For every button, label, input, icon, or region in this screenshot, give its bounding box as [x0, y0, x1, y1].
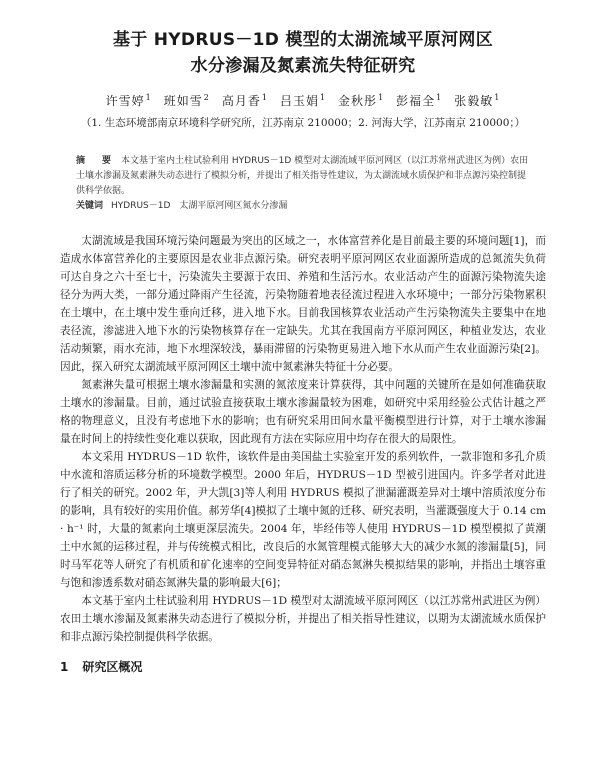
author-affiliation-mark: 1 [436, 93, 443, 102]
author-name: 许雪婷 [105, 94, 145, 108]
author-affiliation-mark: 1 [319, 93, 327, 102]
author-name: 彭福全 [396, 94, 436, 108]
section-heading [60, 658, 546, 675]
author-name: 张毅敏 [454, 94, 494, 108]
abstract-label: 摘 要 [76, 156, 116, 166]
author-list [60, 92, 546, 109]
keywords-line [76, 199, 532, 214]
body-paragraph: 本文基于室内土柱试验利用 HYDRUS－1D 模型对太湖流域平原河网区（以江苏常州武进区为例）农田土壤水渗漏及氮素淋失动态进行了模拟分析，并提出了相关指导性建议，以期为太湖流域水质保护和非点源污染控制提供科学依据。 [60, 595, 546, 643]
body-text [60, 232, 546, 646]
author [106, 92, 152, 109]
paper-title-line-1: 基于 HYDRUS－1D 模型的太湖流域平原河网区 [112, 30, 494, 50]
author-name: 高月香 [221, 94, 261, 108]
body-paragraph: 氮素淋失量可根据土壤水渗漏量和实测的氮浓度来计算获得，其中问题的关键所在是如何准确获取土壤水的渗漏量。目前，通过试验直接获取土壤水渗漏量较为困难，如研究中采用经验公式估计越之严格的物理意义，且没有考虑地下水的影响；也有研究采用田间水量平衡模型进行计算，对于土壤水渗漏量在时间上的持续性变化难以获取，因此现有方法在实际应用中均存在很大的局限性。 [60, 379, 546, 445]
section-title: 研究区概况 [82, 660, 143, 674]
author-name: 金秋彤 [338, 94, 378, 108]
keywords-label: 关键词 [76, 201, 104, 211]
affiliation: （1. 生态环境部南京环境科学研究所，江苏南京 210000；2. 河海大学，江苏南京 210000；） [80, 117, 526, 129]
author-affiliation-mark: 2 [203, 93, 210, 102]
author [222, 92, 268, 109]
author [454, 92, 500, 109]
author-name: 吕玉娟 [279, 94, 319, 108]
author-affiliation-mark: 1 [145, 93, 152, 102]
abstract-block [76, 154, 532, 214]
author [164, 92, 210, 109]
author [396, 92, 442, 109]
author-affiliation-mark: 1 [261, 93, 268, 102]
abstract-paragraph [76, 154, 532, 199]
author-affiliation-mark: 1 [378, 93, 385, 102]
keywords-text: HYDRUS－1D 太湖平原河网区氮水分渗漏 [111, 201, 288, 211]
body-paragraph: 太湖流域是我国环境污染问题最为突出的区域之一，水体富营养化是目前最主要的环境问题[1]，而造成水体富营养化的主要原因是农业非点源污染。研究表明平原河网区农业面源所造成的总氮流失负荷可达自身之六十至七十，污染流失主要源于农田、养殖和生活污水。农业活动产生的面源污染物流失途径分为两大类，一部分通过降雨产生径流，污染物随着地表径流过程进入水环境中；一部分污染物累积在土壤中，在土壤中发生垂向迁移，进入地下水。目前我国核算农业活动产生污染物流失主要集中在地表径流，渗滤进入地下水的污染物核算存在一定缺失。尤其在我国南方平原河网区，种植业发达，农业活动频繁，雨水充沛，地下水埋深较浅，暴雨滞留的污染物更易进入地下水从而产生农业面源污染[2]。因此，探入研究太湖流域平原河网区土壤中流中氮素淋失特征十分必要。 [60, 235, 546, 373]
author-affiliation-mark: 1 [494, 93, 501, 102]
abstract-text: 本文基于室内土柱试验利用 HYDRUS－1D 模型对太湖流域平原河网区（以江苏常州武进区为例）农田土壤水渗漏及氮素淋失动态进行了模拟分析，并提出了相关指导性建议，为太湖流域水质保护和非点源污染控制提供科学依据。 [76, 156, 529, 196]
body-paragraph: 本文采用 HYDRUS－1D 软件，该软件是由美国盐土实验室开发的系列软件，一款非饱和多孔介质中水流和溶质运移分析的环境数学模型。2000 年后，HYDRUS－1D 型被引进国内。许多学者对此进行了相关的研究。2002 年，尹大凯[3]等人利用 HYDRUS 模拟了泄漏灌溉差异对土壤中溶质浓度分布的影响，具有较好的实用价值。郝芳华[4]模拟了土壤中氮的迁移、研究表明，当灌溉强度大于 0.14 cm · h⁻¹ 时，大量的氮素向土壤更深层流失。2004 年，毕经伟等人使用 HYDRUS－1D 模型模拟了黄潮土中水氮的运移过程，并与传统模式相比，改良后的水氮管理模式能够大大的减少水氮的渗漏量[5]，同时马军花等人研究了有机质和矿化速率的空间变异特征对硝态氮淋失模拟结果的影响，并指出土壤容重与饱和渗透系数对硝态氮淋失量的影响最大[6]； [60, 451, 546, 589]
author-name: 班如雪 [163, 94, 203, 108]
paper-title-line-2: 水分渗漏及氮素流失特征研究 [190, 56, 416, 76]
author [280, 92, 326, 109]
section-number: 1 [60, 660, 69, 674]
author [338, 92, 384, 109]
